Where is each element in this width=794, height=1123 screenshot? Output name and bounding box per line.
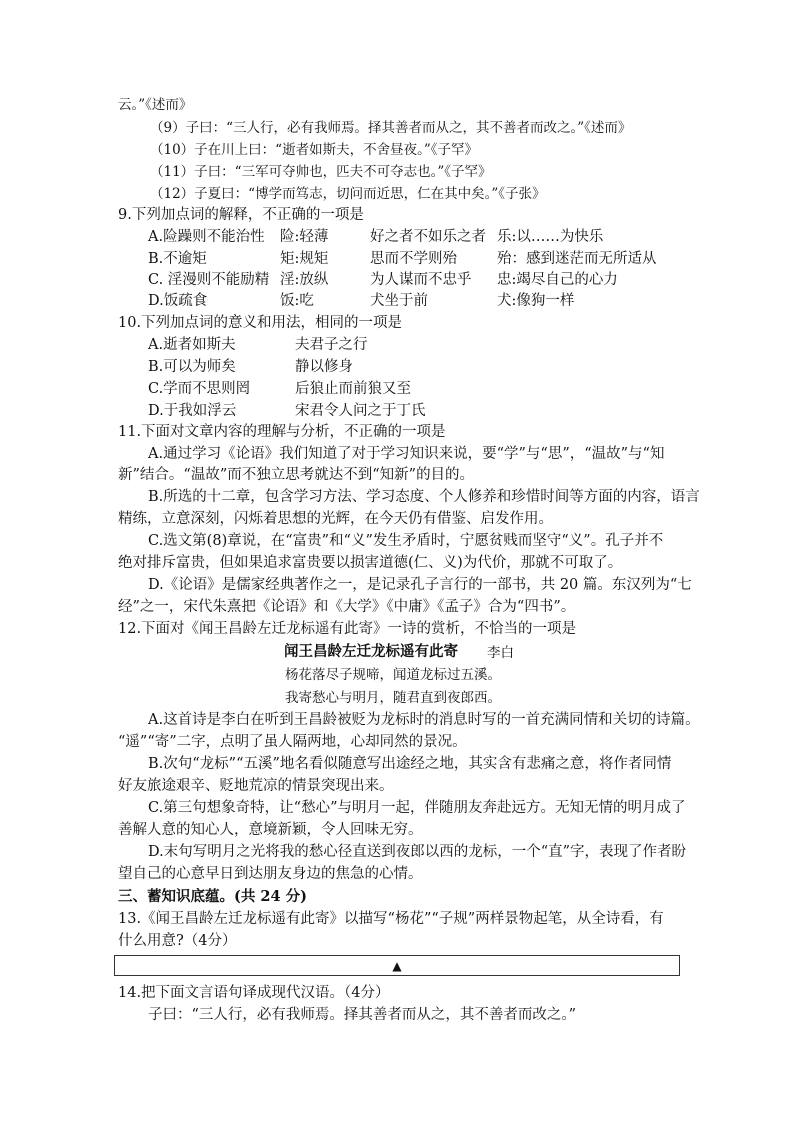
q10-option-c-left: C.学而不思则罔 [148, 381, 251, 397]
q10-option-a-left: A.逝者如斯夫 [148, 337, 236, 353]
q9-option-d-gloss: 饭:吃 [280, 293, 314, 309]
quote-line: （12）子夏曰：“博学而笃志，切问而近思，仁在其中矣。”《子张》 [150, 186, 546, 202]
q9-option-b-word: B.不逾矩 [148, 251, 207, 267]
q10-option-d-left: D.于我如浮云 [148, 403, 237, 419]
q9-option-a-gloss2: 乐:以……为快乐 [497, 229, 604, 245]
q11-option-a-line1: A.通过学习《论语》我们知道了对于学习知识来说，要“学”与“思”，“温故”与“知 [148, 446, 665, 462]
quote-line: （10）子在川上曰：“逝者如斯夫，不舍昼夜。”《子罕》 [150, 142, 478, 158]
question-14-stem: 14.把下面文言语句译成现代汉语。（4分） [118, 985, 390, 1001]
q9-option-a-gloss: 险:轻薄 [280, 229, 329, 245]
question-13-line2: 什么用意?（4分） [118, 933, 237, 949]
q9-option-b-word2: 思而不学则殆 [370, 251, 457, 267]
question-9-stem: 9.下列加点词的解释，不正确的一项是 [118, 207, 364, 223]
q11-option-d-line2: 经”之一，宋代朱熹把《论语》和《大学》《中庸》《孟子》合为“四书”。 [118, 599, 576, 615]
section-3-heading: 三、蓄知识底蕴。(共 24 分) [118, 888, 307, 905]
q9-option-c-gloss: 淫:放纵 [280, 272, 329, 288]
q10-option-d-right: 宋君令人问之于丁氏 [295, 403, 426, 419]
q9-option-c-gloss2: 忠:竭尽自己的心力 [497, 272, 618, 288]
question-10-stem: 10.下列加点词的意义和用法，相同的一项是 [118, 315, 403, 331]
q9-option-d-word2: 犬坐于前 [370, 293, 428, 309]
poem-title: 闻王昌龄左迁龙标遥有此寄 [284, 643, 458, 660]
question-11-stem: 11.下面对文章内容的理解与分析，不正确的一项是 [118, 424, 446, 440]
q12-option-c-line1: C.第三句想象奇特，让“愁心”与明月一起，伴随朋友奔赴远方。无知无情的明月成了 [148, 800, 686, 816]
q11-option-c-line1: C.选文第(8)章说，在“富贵”和“义”发生矛盾时，宁愿贫贱而坚守“义”。孔子并不 [148, 533, 664, 549]
q9-option-d-word: D.饭疏食 [148, 293, 208, 309]
q12-option-b-line2: 好友旅途艰辛、贬地荒凉的情景突现出来。 [118, 778, 394, 794]
q11-option-d-line1: D.《论语》是儒家经典著作之一，是记录孔子言行的一部书，共 20 篇。东汉列为“七 [148, 577, 692, 593]
quote-line: 云。”《述而》 [118, 97, 193, 113]
q10-option-c-right: 后狼止而前狼又至 [295, 381, 411, 397]
q9-option-a-word2: 好之者不如乐之者 [370, 229, 486, 245]
q12-option-c-line2: 善解人意的知心人，意境新颖，令人回味无穷。 [118, 822, 423, 838]
question-13-line1: 13.《闻王昌龄左迁龙标遥有此寄》以描写“杨花”“子规”两样景物起笔，从全诗看，有 [118, 911, 664, 927]
answer-triangle-icon: ▲ [392, 959, 402, 973]
question-14-quote: 子曰：“三人行，必有我师焉。择其善者而从之，其不善者而改之。” [148, 1007, 577, 1023]
q11-option-a-line2: 新”结合。“温故”而不独立思考就达不到“知新”的目的。 [118, 467, 475, 483]
q12-option-d-line1: D.末句写明月之光将我的愁心径直送到夜郎以西的龙标，一个“直”字，表现了作者盼 [148, 844, 687, 860]
q9-option-c-word2: 为人谋而不忠乎 [370, 272, 472, 288]
q10-option-b-left: B.可以为师矣 [148, 359, 236, 375]
q10-option-b-right: 静以修身 [295, 359, 353, 375]
question-12-stem: 12.下面对《闻王昌龄左迁龙标遥有此寄》一诗的赏析，不恰当的一项是 [118, 621, 577, 637]
q9-option-b-gloss: 矩:规矩 [280, 251, 329, 267]
q12-option-a-line2: “遥”“寄”二字，点明了虽人隔两地，心却同然的景况。 [118, 734, 467, 750]
q11-option-b-line2: 精练，立意深刻，闪烁着思想的光辉，在今天仍有借鉴、启发作用。 [118, 511, 553, 527]
q9-option-d-gloss2: 犬:像狗一样 [497, 293, 575, 309]
poem-line: 杨花落尽子规啼，闻道龙标过五溪。 [285, 667, 501, 683]
quote-line: （11）子曰：“三军可夺帅也，匹夫不可夺志也。”《子罕》 [150, 164, 492, 180]
q9-option-b-gloss2: 殆：感到迷茫而无所适从 [497, 251, 657, 267]
q10-option-a-right: 夫君子之行 [295, 337, 368, 353]
poem-author: 李白 [487, 645, 514, 661]
q12-option-a-line1: A.这首诗是李白在听到王昌龄被贬为龙标时的消息时写的一首充满同情和关切的诗篇。 [148, 712, 700, 728]
quote-line: （9）子曰：“三人行，必有我师焉。择其善者而从之，其不善者而改之。”《述而》 [150, 120, 632, 136]
q9-option-a-word: A.险躁则不能治性 [148, 229, 265, 245]
q12-option-d-line2: 望自己的心意早日到达朋友身边的焦急的心情。 [118, 866, 423, 882]
answer-box[interactable] [114, 955, 680, 976]
q12-option-b-line1: B.次句“龙标”“五溪”地名看似随意写出途经之地，其实含有悲痛之意，将作者同情 [148, 756, 672, 772]
q9-option-c-word: C. 淫漫则不能励精 [148, 272, 270, 288]
q11-option-b-line1: B.所选的十二章，包含学习方法、学习态度、个人修养和珍惜时间等方面的内容，语言 [148, 489, 700, 505]
q11-option-c-line2: 绝对排斥富贵，但如果追求富贵要以损害道德(仁、义)为代价，那就不可取了。 [118, 555, 623, 571]
poem-line: 我寄愁心与明月，随君直到夜郎西。 [285, 690, 501, 706]
